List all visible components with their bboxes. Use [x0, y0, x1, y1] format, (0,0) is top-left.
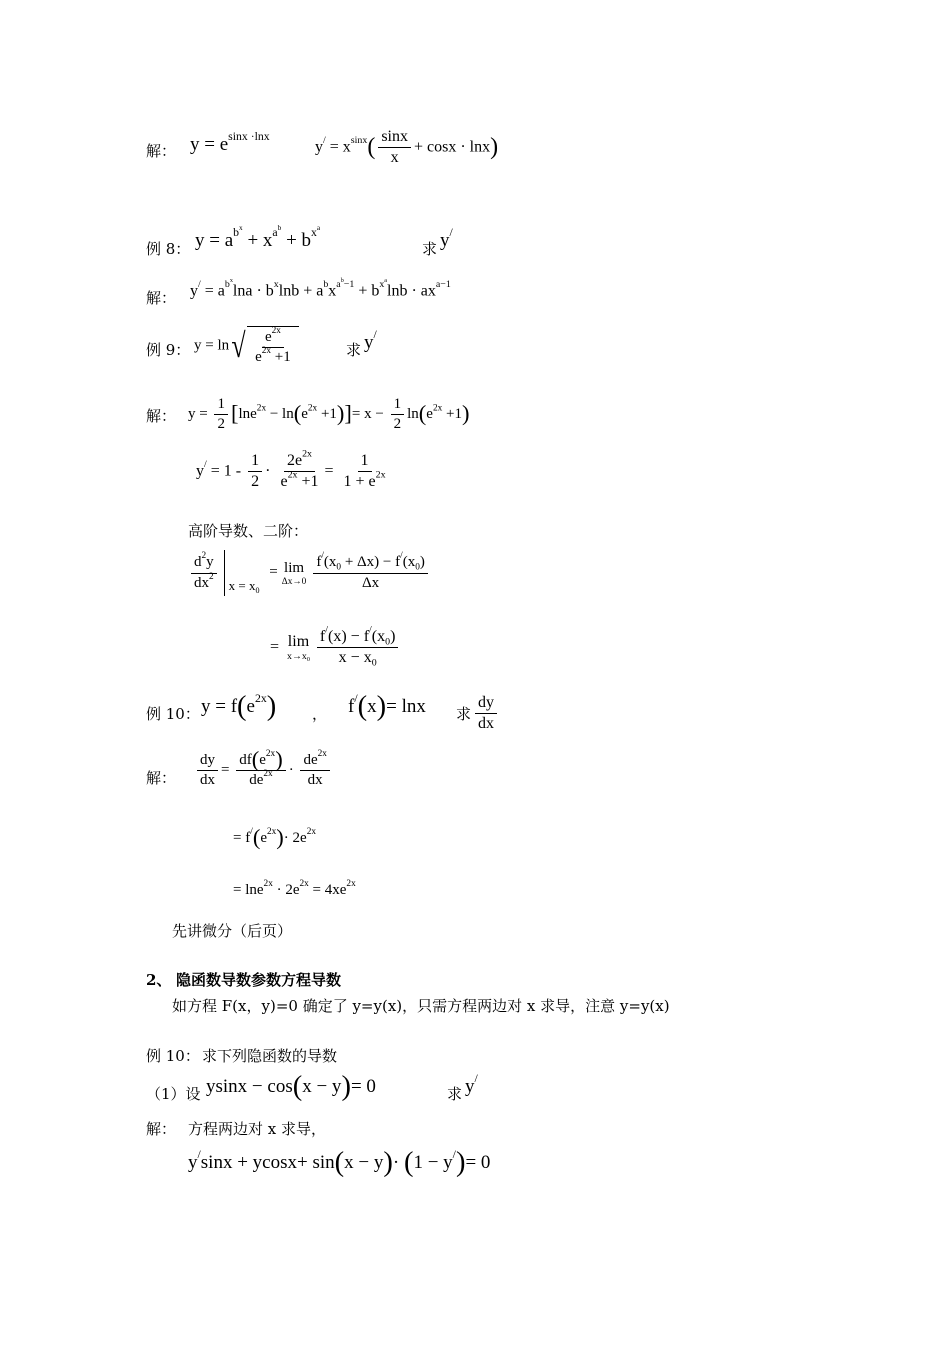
part-1-label: （1）设 — [146, 1085, 201, 1103]
formula-implicit-equation: ysinx − cos(x − y)= 0 — [206, 1070, 376, 1102]
formula-solution-9-line1: y = $\frac{1}{2}$ $[\ln e^{2x} - \ln(e^{2x} +1)]= x$ − $\frac{1}{2}$ $\ln(e^{2x} +1)$ — [188, 396, 470, 433]
solution-label-5: 解： — [146, 1120, 177, 1138]
symbol-y-prime-3: y/ — [465, 1072, 478, 1097]
formula-second-derivative-def: $\frac{d^2y}{dx^2}$ $x = x_0$ = lim Δx→0 $\frac{f^/(x_0 + \Delta x) - f^/(x_0)}{\Delta x}$ — [188, 550, 431, 596]
find-label-4: 求 — [447, 1085, 463, 1103]
separator-comma: ， — [312, 705, 328, 723]
formula-example-9: y = ln √ $\frac{e^{2x}}{e^{2x} +1}$ — [194, 326, 299, 367]
formula-example-8: $y = a^{b^x} + x^{a^b} + b^{x^a}$ — [195, 223, 321, 252]
note-differential: 先讲微分（后页） — [172, 922, 293, 940]
section-title: 隐函数导数参数方程导数 — [176, 971, 342, 989]
example-10-label-a: 例 10： — [146, 705, 200, 723]
formula-derivative-x-sinx: $y^/ = x^{sinx}$( $\frac{\sin x}{x}$ + cosx · lnx) — [315, 128, 499, 167]
formula-solution-9-line2: y/ = 1 - $\frac{1}{2}$ · $\frac{2e^{2x}}{e^{2x} +1}$ = $\frac{1}{1 + e^{2x}}$ — [196, 448, 386, 491]
formula-example-10: $y = f(e^{2x})$ — [201, 690, 277, 722]
symbol-dy-dx: $\frac{dy}{dx}$ — [472, 694, 500, 734]
formula-second-derivative-limit: = lim $x\to x_0$ $\frac{f^/(x) - f^/(x_0)}{x - x_0}$ — [270, 628, 401, 668]
section-intro: 如方程 F(x，y)=0 确定了 y=y(x)，只需方程两边对 x 求导，注意 y=y(x) — [172, 997, 670, 1015]
find-label-2: 求 — [346, 341, 362, 359]
formula-solution-10-line1: $\frac{dy}{dx}$ = $\frac{df(e^{2x})}{de^{2x}}$ · $\frac{de^{2x}}{dx}$ — [194, 752, 333, 790]
solution-label-3: 解： — [146, 407, 177, 425]
formula-solution-10-line3: = $\ln e^{2x} \cdot 2e^{2x} = 4xe^{2x}$ — [233, 879, 356, 898]
formula-f-prime-lnx: f/(x)= lnx — [348, 690, 426, 722]
solution-label-1: 解： — [146, 142, 177, 160]
symbol-y-prime-1: y/ — [440, 226, 453, 251]
symbol-y-prime-2: y/ — [364, 328, 377, 353]
example-8-label: 例 8： — [146, 240, 191, 258]
formula-solution-8: $y^/ = a^{b^x}\ln a \cdot b^x\ln b + a^bx^{a^b-1} + b^{x^a}\ln b \cdot ax^{a-1}$ — [190, 278, 451, 300]
higher-order-heading: 高阶导数、二阶： — [188, 522, 309, 540]
differentiate-both-sides: 方程两边对 x 求导， — [188, 1120, 326, 1138]
formula-solution-10-line2: = $f^/(e^{2x})\cdot 2e^{2x}$ — [233, 824, 316, 850]
find-label-3: 求 — [456, 705, 472, 723]
solution-label-2: 解： — [146, 289, 177, 307]
find-label-1: 求 — [422, 240, 438, 258]
solution-label-4: 解： — [146, 769, 177, 787]
formula-implicit-derivative: y/sinx + ycosx+ sin(x − y)· (1 − y/)= 0 — [188, 1146, 491, 1178]
example-9-label: 例 9： — [146, 341, 191, 359]
example-10-text: 求下列隐函数的导数 — [202, 1047, 338, 1065]
section-number: 2、 — [146, 971, 172, 989]
formula-exp-sinx-lnx: $y = e^{sinx \cdot lnx}$ — [190, 130, 270, 155]
example-10-label-b: 例 10： — [146, 1047, 200, 1065]
